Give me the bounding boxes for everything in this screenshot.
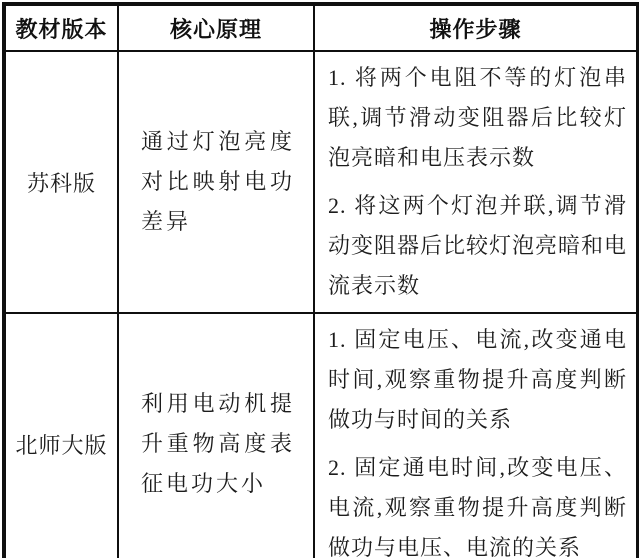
cell-principle-beishida: 利用电动机提升重物高度表征电功大小	[118, 313, 314, 558]
step-item: 2. 固定通电时间,改变电压、电流,观察重物提升高度判断做功与电压、电流的关系	[328, 455, 627, 558]
cell-steps-suke	[314, 51, 638, 313]
cell-version-suke: 苏科版	[4, 51, 118, 313]
cell-steps-beishida	[314, 313, 638, 558]
table-row-suke	[4, 51, 638, 313]
cell-version-beishida: 北师大版	[4, 313, 118, 558]
cell-principle-suke: 通过灯泡亮度对比映射电功差异	[118, 51, 314, 313]
step-item: 1. 固定电压、电流,改变通电时间,观察重物提升高度判断做功与时间的关系	[328, 327, 627, 432]
header-row	[4, 4, 638, 51]
column-header-steps: 操作步骤	[314, 4, 638, 51]
step-item: 1. 将两个电阻不等的灯泡串联,调节滑动变阻器后比较灯泡亮暗和电压表示数	[328, 65, 627, 170]
column-header-principle: 核心原理	[118, 4, 314, 51]
table-row-beishida	[4, 313, 638, 558]
column-header-version: 教材版本	[4, 4, 118, 51]
step-item: 2. 将这两个灯泡并联,调节滑动变阻器后比较灯泡亮暗和电流表示数	[328, 193, 628, 298]
textbook-comparison-table	[2, 2, 639, 558]
